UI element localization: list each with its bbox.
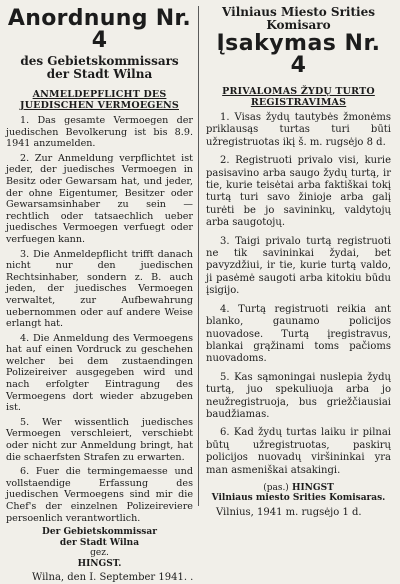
lithuanian-paragraph-5: 5. Kas sąmoningai nuslepia žydų turtą, juo spekuliuoja arba jo neužregistruoja, bus griežčiausiai baudžiamas. xyxy=(206,371,391,420)
german-paragraph-4: 4. Die Anmeldung des Vermoegens hat auf einen Vordruck zu geschehen welcher bei dem zustaendingen Polizeireiver ausgegeben wird und nach erfolgter Eintragung des Vermoegens dort wieder abzugeben ist. xyxy=(6,332,193,414)
lithuanian-column xyxy=(200,5,391,518)
lithuanian-paragraph-6: 6. Kad žydų turtas laiku ir pilnai būtų užregistruotas, paskirų policijos nuovadų viršininkai yra man asmeniškai atsakingi. xyxy=(206,427,391,476)
german-paragraph-2: 2. Zur Anmeldung verpflichtet ist jeder, der juedisches Vermoegen in Besitz oder Gewarsam hat, und jeder, der ohne Eigentumer, Besitzer oder Gewarsamsinhaber zu sein — rechtlich oder tatsaechlich ueber juedisches Vermoegen verfuegt oder verfuegen kann. xyxy=(6,152,193,245)
german-signature-line-4: HINGST. xyxy=(77,558,122,569)
german-signature-line-1: Der Gebietskommissar xyxy=(42,527,157,538)
lithuanian-paragraph-3: 3. Taigi privalo turtą registruoti ne tik savininkai žydai, bet pavyzdžiui, ir tie, kurie turtą valdo, ji pasėmė saugoti arba kitokiu būdu įsigijo. xyxy=(206,235,391,297)
lithuanian-signature-line-1 xyxy=(206,483,391,494)
lithuanian-signature-name: HINGST xyxy=(291,482,334,493)
lithuanian-paragraph-2: 2. Registruoti privalo visi, kurie pasisavino arba saugo žydų turtą, ir tie, kurie teisėtai arba faktiškai tokį turtą turi savo žinioje arba galį turėti be jo savininkų, valdytojų arba saugotojų. xyxy=(206,155,391,229)
german-title: Anordnung Nr. 4 xyxy=(7,6,192,53)
lithuanian-section-heading: PRIVALOMAS ŽYDŲ TURTO REGISTRAVIMAS xyxy=(222,86,375,108)
german-subtitle-1: des Gebietskommissars xyxy=(20,54,179,68)
german-subtitle-2: der Stadt Wilna xyxy=(46,67,153,81)
lithuanian-header-1: Vilniaus Miesto Srities xyxy=(222,5,375,19)
german-signature-block xyxy=(6,527,193,569)
lithuanian-title: Įsakymas Nr. 4 xyxy=(216,31,381,78)
lithuanian-signature-block xyxy=(206,483,391,504)
german-paragraph-3: 3. Die Anmeldepflicht trifft danach nicht nur den juedischen Rechtsinhaber, sondern z. B. auch jeden, der juedisches Vermoegen verwaltet, zur Aufbewahrung uebernommen oder auf andere Weise erlangt hat. xyxy=(6,248,193,330)
german-section-heading: ANMELDEPFLICHT DES JUEDISCHEN VERMOEGENS xyxy=(20,89,179,111)
german-signature-line-3: gez. xyxy=(90,548,109,559)
german-paragraph-1: 1. Das gesamte Vermoegen der juedischen Bevolkerung ist bis 8.9. 1941 anzumelden. xyxy=(6,115,193,150)
german-column xyxy=(6,6,197,584)
german-paragraph-5: 5. Wer wissentlich juedisches Vermoegen verschleiert, verschiebt oder nicht zur Anmeldung bringt, hat die schaerfsten Strafen zu erwarten. xyxy=(6,416,193,463)
lithuanian-signature-prefix: (pas.) xyxy=(263,482,289,493)
german-place-date: Wilna, den I. September 1941. . xyxy=(32,572,194,584)
lithuanian-paragraph-1: 1. Visas žydų tautybės žmonėms priklausąs turtas turi būti užregistruotas ikį š. m. rugsėjo 8 d. xyxy=(206,112,391,148)
german-signature-line-2: der Stadt Wilna xyxy=(59,537,140,548)
column-divider xyxy=(198,6,199,506)
german-body xyxy=(6,115,193,527)
lithuanian-signature-line-2: Vilniaus miesto Srities Komisaras. xyxy=(211,493,386,504)
german-paragraph-6: 6. Fuer die termingemaesse und vollstaendige Erfassung des juedischen Vermoegens sind mir die Chef's der einzelnen Polizeireviere persoenlich verantwortlich. xyxy=(6,466,193,524)
lithuanian-paragraph-4: 4. Turtą registruoti reikia ant blanko, gaunamo policijos nuovadose. Turtą įregistravus, blankai grąžinami toms pačioms nuovadoms. xyxy=(206,303,391,365)
lithuanian-header-2: Komisaro xyxy=(266,18,331,32)
lithuanian-body xyxy=(206,112,391,483)
lithuanian-place-date: Vilnius, 1941 m. rugsėjo 1 d. xyxy=(216,506,362,518)
